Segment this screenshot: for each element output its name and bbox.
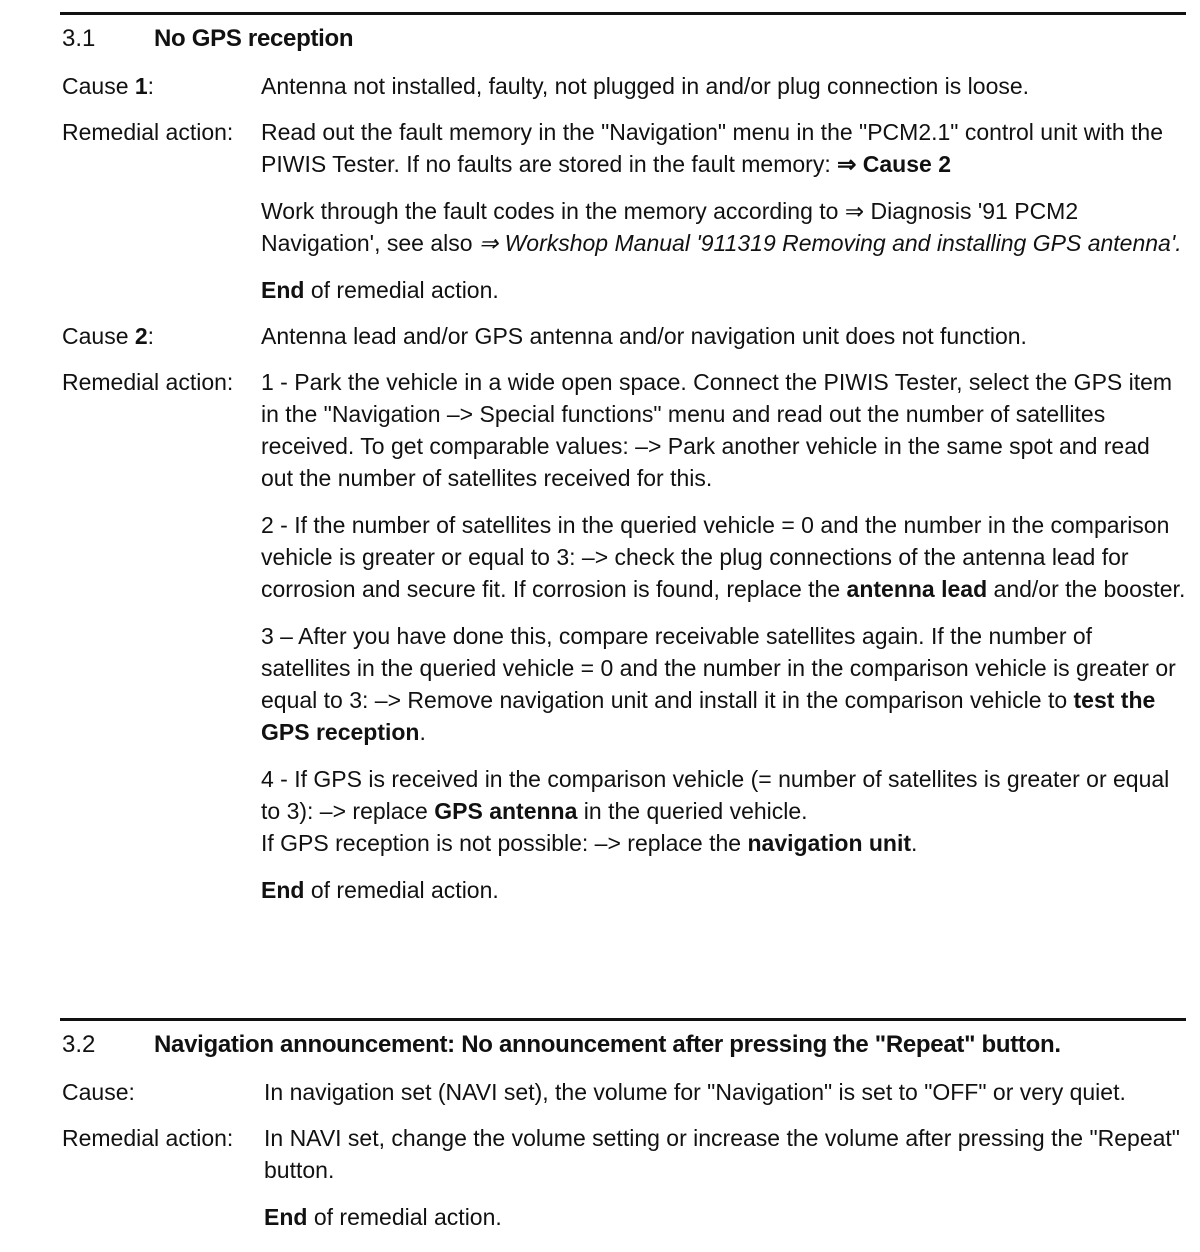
section-heading (62, 1028, 1186, 1062)
section-divider (60, 1018, 1186, 1021)
cause-2-label (62, 320, 261, 352)
cause-2-link[interactable]: ⇒ Cause 2 (837, 151, 951, 177)
step-1: 1 - Park the vehicle in a wide open space. Connect the PIWIS Tester, select the GPS item in the "Navigation –> Special functions" menu and read out the number of satellites received. To get comparable values: –> Park another vehicle in the same spot and read out the number of satellites received for this. (261, 369, 1173, 491)
end-text: of remedial action. (307, 1204, 502, 1230)
top-divider (60, 12, 1186, 15)
remedial-label: Remedial action: (62, 1125, 234, 1151)
end-of-action (264, 1201, 1186, 1233)
step-bold: GPS antenna (434, 798, 578, 824)
end-text: of remedial action. (304, 277, 499, 303)
remedial-2-content (261, 366, 1186, 906)
cause-2-row (62, 320, 1186, 352)
end-label: End (261, 277, 305, 303)
cause-number: 1 (134, 73, 148, 99)
end-label: End (261, 877, 305, 903)
cause-row (62, 1076, 1186, 1108)
remedial-1-content (261, 116, 1186, 306)
step-text-rest: and/or the booster. (987, 576, 1186, 602)
step-text: 3 – After you have done this, compare receivable satellites again. If the number of satellites in the queried vehicle = 0 and the number in the comparison vehicle is greater or equal to 3: –> Remove navigation unit and install it in the comparison vehicle to (261, 623, 1176, 713)
section-3-2 (62, 1028, 1186, 1233)
end-label: End (264, 1204, 308, 1230)
cause-1-row (62, 70, 1186, 102)
cause-number: 2 (134, 323, 148, 349)
end-of-action (261, 274, 1186, 306)
end-of-action (261, 874, 1186, 906)
end-text: of remedial action. (304, 877, 499, 903)
step-text: 4 - If GPS is received in the comparison vehicle (= number of satellites is greater or equal to 3): –> replace (261, 766, 1170, 824)
remedial-1-row (62, 116, 1186, 306)
remedial-2-row (62, 366, 1186, 906)
remedial-paragraph (261, 195, 1186, 259)
cause-label: Cause: (62, 1079, 135, 1105)
section-title: Navigation announcement: No announcement after pressing the "Repeat" button. (154, 1031, 1061, 1058)
cause-label-suffix: : (147, 73, 155, 99)
cause-label-suffix: : (147, 323, 155, 349)
step-bold: test the GPS reception (261, 687, 1156, 745)
step-text-rest: . (911, 830, 918, 856)
cause-text: In navigation set (NAVI set), the volume for "Navigation" is set to "OFF" or very quiet. (264, 1079, 1126, 1105)
section-3-1 (62, 22, 1186, 906)
step-2 (261, 509, 1186, 605)
remedial-paragraph: In NAVI set, change the volume setting or increase the volume after pressing the "Repeat" button. (264, 1125, 1180, 1183)
section-number: 3.2 (62, 1031, 96, 1058)
step-text-rest: in the queried vehicle. (577, 798, 808, 824)
remedial-2-label: Remedial action: (62, 369, 234, 395)
step-text: If GPS reception is not possible: –> replace the (261, 830, 748, 856)
section-heading (62, 22, 1186, 56)
cause-2-text: Antenna lead and/or GPS antenna and/or navigation unit does not function. (261, 323, 1027, 349)
cause-1-label (62, 70, 261, 102)
section-number: 3.1 (62, 25, 96, 52)
step-4-line-1 (261, 763, 1186, 827)
cause-label-prefix: Cause (62, 323, 135, 349)
paragraph-text: Read out the fault memory in the "Navigation" menu in the "PCM2.1" control unit with the PIWIS Tester. If no faults are stored in the fault memory: (261, 119, 1164, 177)
cause-label-prefix: Cause (62, 73, 135, 99)
remedial-row (62, 1122, 1186, 1233)
step-3 (261, 620, 1186, 748)
step-4-line-2 (261, 827, 1186, 859)
step-bold: antenna lead (846, 576, 988, 602)
remedial-content (264, 1122, 1186, 1233)
step-bold: navigation unit (747, 830, 912, 856)
remedial-paragraph (261, 116, 1186, 180)
section-title: No GPS reception (154, 25, 354, 52)
paragraph-text: Work through the fault codes in the memory according to ⇒ Diagnosis '91 PCM2 Navigation', see also (261, 198, 1079, 256)
step-text: 2 - If the number of satellites in the queried vehicle = 0 and the number in the comparison vehicle is greater or equal to 3: –> check the plug connections of the antenna lead for corrosion and secure fit. If corrosion is found, replace the (261, 512, 1170, 602)
step-text-rest: . (419, 719, 426, 745)
remedial-1-label: Remedial action: (62, 119, 234, 145)
step-4 (261, 763, 1186, 859)
workshop-manual-reference[interactable]: ⇒ Workshop Manual '911319 Removing and installing GPS antenna'. (478, 230, 1182, 256)
cause-1-text: Antenna not installed, faulty, not plugged in and/or plug connection is loose. (261, 73, 1030, 99)
